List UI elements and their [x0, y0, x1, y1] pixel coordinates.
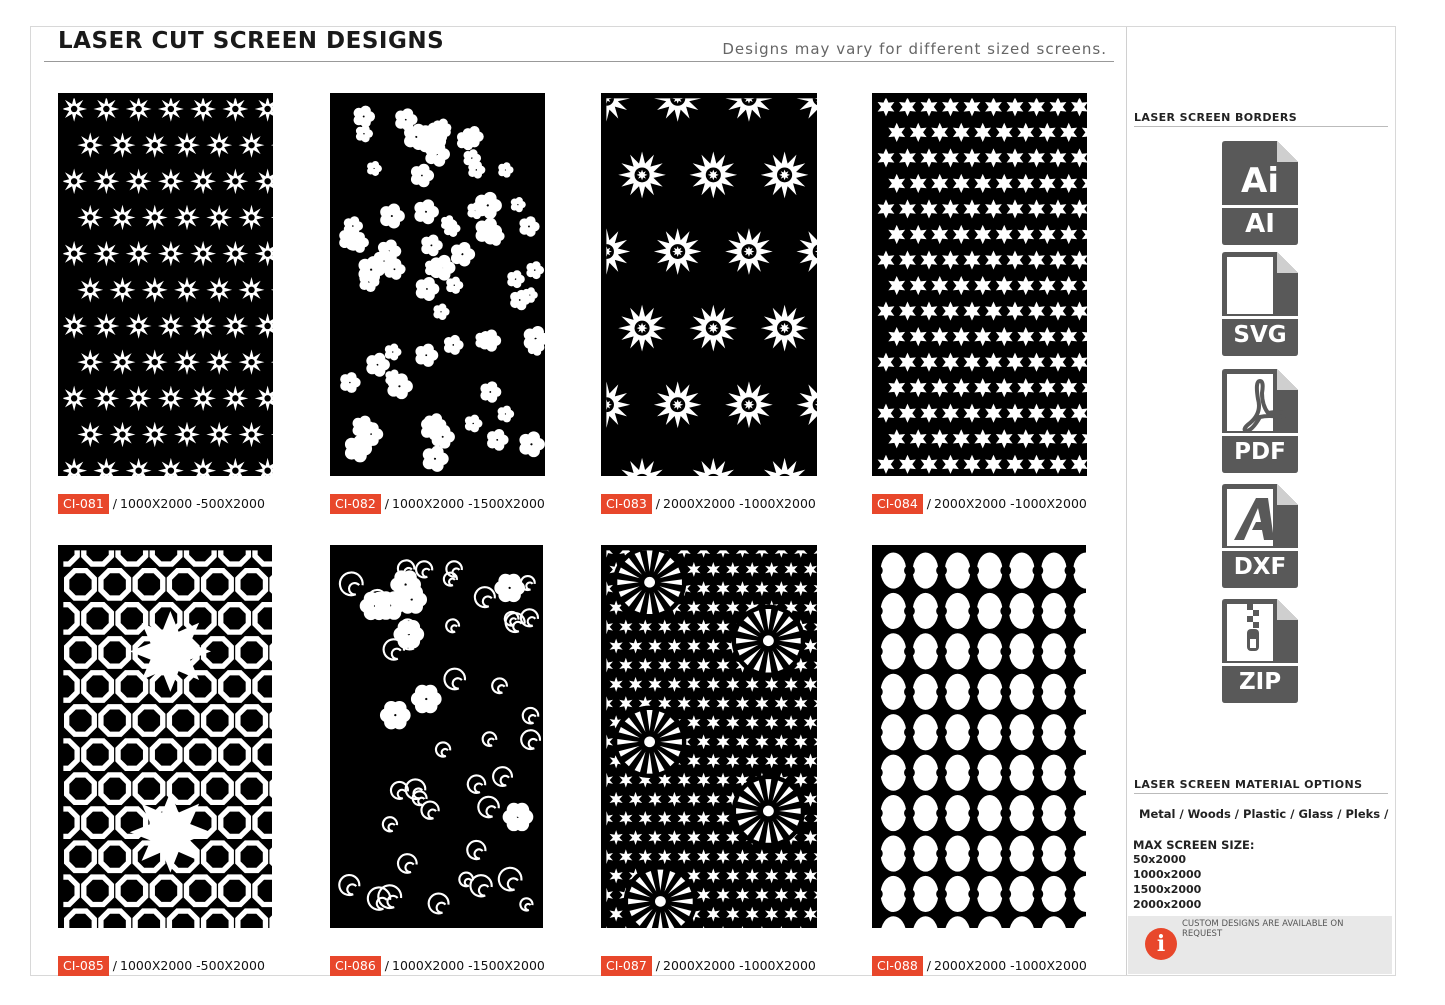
- design-caption: CI-081 / 1000X2000 -500X2000: [58, 494, 265, 514]
- info-text: CUSTOM DESIGNS ARE AVAILABLE ON REQUEST: [1182, 919, 1344, 939]
- design-code: CI-082: [330, 494, 381, 514]
- design-sizes: 1000X2000 -1500X2000: [392, 958, 545, 973]
- design-caption: CI-087 / 2000X2000 -1000X2000: [601, 956, 816, 976]
- design-code: CI-087: [601, 956, 652, 976]
- file-format-label: ZIP: [1238, 669, 1282, 695]
- design-sizes: 2000X2000 -1000X2000: [663, 496, 816, 511]
- laser-pattern: [601, 545, 817, 928]
- design-caption: CI-086 / 1000X2000 -1500X2000: [330, 956, 545, 976]
- page-subtitle: Designs may vary for different sized screens.: [722, 40, 1107, 58]
- design-panel-ci-085[interactable]: [58, 545, 272, 928]
- materials-heading: LASER SCREEN MATERIAL OPTIONS: [1134, 778, 1363, 791]
- design-panel-ci-086[interactable]: [330, 545, 543, 928]
- design-caption: CI-082 / 1000X2000 -1500X2000: [330, 494, 545, 514]
- design-sizes: 1000X2000 -500X2000: [120, 958, 265, 973]
- file-format-label: DXF: [1233, 554, 1287, 580]
- borders-heading: LASER SCREEN BORDERS: [1134, 111, 1298, 124]
- design-code: CI-086: [330, 956, 381, 976]
- design-caption: CI-085 / 1000X2000 -500X2000: [58, 956, 265, 976]
- design-code: CI-084: [872, 494, 923, 514]
- design-panel-ci-087[interactable]: [601, 545, 817, 928]
- laser-pattern: [601, 93, 817, 476]
- info-icon: i: [1145, 928, 1177, 960]
- design-panel-ci-082[interactable]: [330, 93, 545, 476]
- max-size-item: 1000x2000: [1133, 868, 1202, 881]
- custom-designs-notice: [1128, 916, 1392, 974]
- laser-pattern: [330, 93, 545, 476]
- laser-pattern: [872, 93, 1087, 476]
- ai-file-icon[interactable]: [1222, 141, 1298, 245]
- laser-pattern: [58, 93, 273, 476]
- borders-divider: [1134, 126, 1388, 127]
- file-format-label: AI: [1245, 209, 1275, 239]
- file-format-label: PDF: [1234, 439, 1286, 465]
- design-caption: CI-083 / 2000X2000 -1000X2000: [601, 494, 816, 514]
- design-panel-ci-081[interactable]: [58, 93, 273, 476]
- pdf-file-icon[interactable]: [1222, 369, 1298, 473]
- design-sizes: 1000X2000 -500X2000: [120, 496, 265, 511]
- design-sizes: 2000X2000 -1000X2000: [934, 496, 1087, 511]
- design-caption: CI-088 / 2000X2000 -1000X2000: [872, 956, 1087, 976]
- materials-list: Metal / Woods / Plastic / Glass / Pleks /: [1139, 807, 1389, 821]
- laser-pattern: [872, 545, 1086, 928]
- design-sizes: 2000X2000 -1000X2000: [934, 958, 1087, 973]
- design-sizes: 2000X2000 -1000X2000: [663, 958, 816, 973]
- design-code: CI-081: [58, 494, 109, 514]
- max-size-item: 1500x2000: [1133, 883, 1202, 896]
- laser-pattern: [58, 545, 272, 928]
- design-code: CI-085: [58, 956, 109, 976]
- design-sizes: 1000X2000 -1500X2000: [392, 496, 545, 511]
- svg-file-icon[interactable]: [1222, 252, 1298, 356]
- design-panel-ci-083[interactable]: [601, 93, 817, 476]
- zip-file-icon[interactable]: [1222, 599, 1298, 703]
- ai-glyph: Ai: [1241, 161, 1279, 201]
- max-size-item: 50x2000: [1133, 853, 1187, 866]
- design-caption: CI-084 / 2000X2000 -1000X2000: [872, 494, 1087, 514]
- page-title: LASER CUT SCREEN DESIGNS: [58, 28, 445, 54]
- design-code: CI-088: [872, 956, 923, 976]
- materials-divider: [1134, 793, 1388, 794]
- max-size-title: MAX SCREEN SIZE:: [1133, 838, 1255, 852]
- title-divider: [44, 61, 1114, 62]
- design-panel-ci-084[interactable]: [872, 93, 1087, 476]
- file-format-label: SVG: [1233, 322, 1287, 348]
- max-size-item: 2000x2000: [1133, 898, 1202, 911]
- dxf-file-icon[interactable]: [1222, 484, 1298, 588]
- design-code: CI-083: [601, 494, 652, 514]
- laser-pattern: [330, 545, 543, 928]
- design-panel-ci-088[interactable]: [872, 545, 1086, 928]
